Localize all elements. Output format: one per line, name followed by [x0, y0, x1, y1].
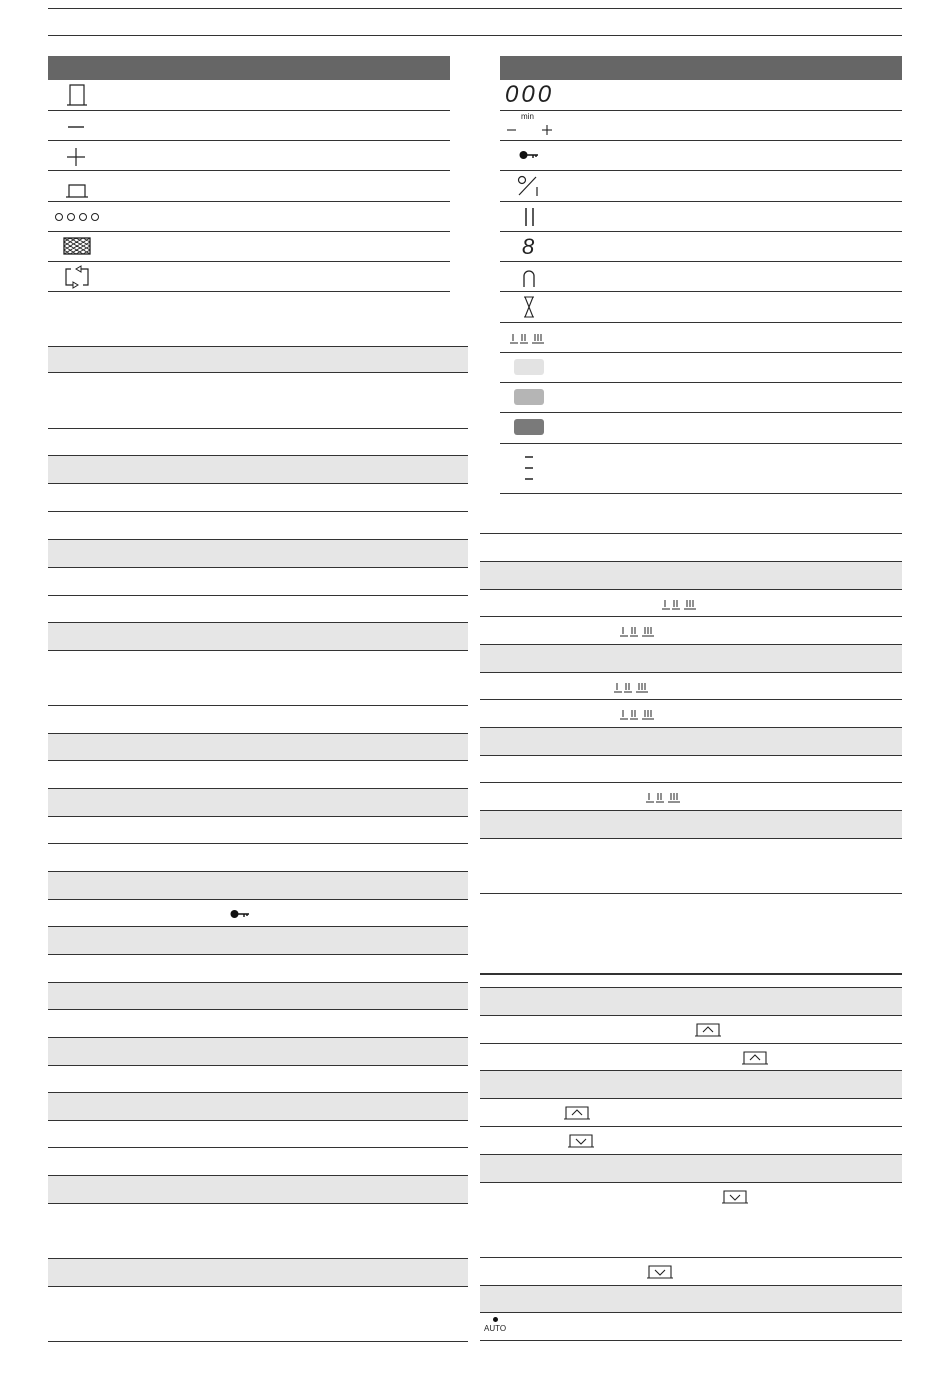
left-list-row — [48, 761, 468, 789]
right-list-row — [480, 1183, 902, 1258]
power-levels-icon — [620, 708, 658, 720]
left-row-1 — [48, 80, 450, 111]
left-list-row — [48, 1259, 468, 1287]
right-row-2 — [500, 111, 902, 141]
min-plus-minus-icon — [507, 124, 553, 136]
right-row-7 — [500, 262, 902, 292]
left-row-3 — [48, 141, 450, 171]
left-list-row — [48, 1093, 468, 1121]
digit-eight-icon: 8 — [522, 234, 535, 259]
right-row-3 — [500, 141, 902, 171]
grill-icon — [63, 237, 91, 255]
level-bars-icon — [522, 455, 536, 481]
left-list-row — [48, 734, 468, 761]
second-rule — [48, 35, 902, 36]
right-list-row — [480, 562, 902, 590]
auto-dot — [493, 1317, 498, 1322]
right-list-row — [480, 700, 902, 728]
left-row-5 — [48, 202, 450, 232]
left-list-row — [48, 373, 468, 429]
left-list-row — [48, 1148, 468, 1176]
oven-down-icon — [568, 1133, 594, 1149]
left-list-row — [48, 456, 468, 484]
left-list-row — [48, 596, 468, 623]
medium-swatch — [514, 389, 544, 405]
right-list-row — [480, 645, 902, 673]
rotate-arrows-icon — [63, 265, 91, 289]
right-row-5 — [500, 202, 902, 232]
right-list-row — [480, 839, 902, 894]
right-row-13 — [500, 444, 902, 494]
power-levels-icon — [620, 625, 658, 637]
left-list-row — [48, 1066, 468, 1093]
key-icon — [519, 150, 539, 160]
pause-icon — [524, 208, 536, 226]
right-row-6 — [500, 232, 902, 262]
left-list-row — [48, 346, 468, 373]
right-list-row — [480, 728, 902, 756]
left-list-row — [48, 927, 468, 955]
right-table-header — [500, 56, 902, 80]
left-row-4 — [48, 171, 450, 202]
right-list-row — [480, 894, 902, 974]
power-levels-icon — [646, 791, 684, 803]
left-list-row — [48, 1121, 468, 1148]
oven-down-icon — [647, 1264, 673, 1280]
left-list-row — [48, 1010, 468, 1038]
right-list-row — [480, 494, 902, 534]
left-list-row — [48, 623, 468, 651]
arch-icon — [522, 269, 536, 287]
right-row-9 — [500, 323, 902, 353]
left-list-row — [48, 1176, 468, 1204]
four-circles-icon — [54, 211, 102, 223]
dark-swatch — [514, 419, 544, 435]
oven-up-icon — [695, 1022, 721, 1038]
oven-down-icon — [722, 1189, 748, 1205]
hourglass-icon — [523, 296, 535, 318]
left-list-row — [48, 651, 468, 706]
power-levels-icon — [614, 681, 652, 693]
right-list-row — [480, 1071, 902, 1099]
right-list-row — [480, 1044, 902, 1071]
right-list-row — [480, 590, 902, 617]
light-swatch — [514, 359, 544, 375]
right-row-11 — [500, 383, 902, 413]
digit-display-icon: 000 — [505, 81, 555, 108]
left-list-row — [48, 1204, 468, 1259]
auto-label: AUTO — [484, 1324, 507, 1333]
power-levels-icon — [662, 598, 700, 610]
right-list-row — [480, 783, 902, 811]
auto-icon — [484, 1317, 506, 1333]
oven-small-icon — [65, 183, 89, 199]
right-list-row — [480, 811, 902, 839]
right-list-row — [480, 974, 902, 988]
left-list-row — [48, 817, 468, 844]
left-table-header — [48, 56, 450, 80]
key-icon — [230, 909, 250, 919]
plus-icon — [67, 148, 85, 166]
oven-up-icon — [564, 1105, 590, 1121]
right-row-8 — [500, 292, 902, 323]
percent-icon — [517, 175, 541, 197]
left-list-row — [48, 1038, 468, 1066]
right-list-row — [480, 1127, 902, 1155]
right-list-row — [480, 1016, 902, 1044]
right-list-row — [480, 534, 902, 562]
left-row-6 — [48, 232, 450, 262]
left-list-row — [48, 872, 468, 900]
right-list-row — [480, 617, 902, 645]
left-list-row — [48, 706, 468, 734]
right-list-row — [480, 1286, 902, 1313]
power-levels-icon — [510, 332, 548, 344]
right-row-10 — [500, 353, 902, 383]
left-list-row — [48, 484, 468, 512]
oven-up-icon — [742, 1050, 768, 1066]
right-row-12 — [500, 413, 902, 444]
left-list-row — [48, 789, 468, 817]
left-list-row — [48, 955, 468, 983]
min-label: min — [521, 112, 534, 121]
right-list-row — [480, 756, 902, 783]
left-list-row — [48, 540, 468, 568]
left-list-row — [48, 568, 468, 596]
right-row-1 — [500, 80, 902, 111]
left-list-row — [48, 429, 468, 456]
oven-door-icon — [66, 83, 88, 107]
right-list-row — [480, 988, 902, 1016]
left-list-row — [48, 844, 468, 872]
minus-icon — [68, 125, 84, 129]
top-rule — [48, 8, 902, 9]
left-row-2 — [48, 111, 450, 141]
right-list-row — [480, 673, 902, 700]
left-list-row — [48, 900, 468, 927]
right-row-4 — [500, 171, 902, 202]
right-list-row — [480, 1313, 902, 1341]
right-list-row — [480, 1155, 902, 1183]
left-list-row — [48, 512, 468, 540]
left-list-row — [48, 983, 468, 1010]
left-row-7 — [48, 262, 450, 292]
right-list-row — [480, 1258, 902, 1286]
left-list-row — [48, 1287, 468, 1342]
right-list-row — [480, 1099, 902, 1127]
